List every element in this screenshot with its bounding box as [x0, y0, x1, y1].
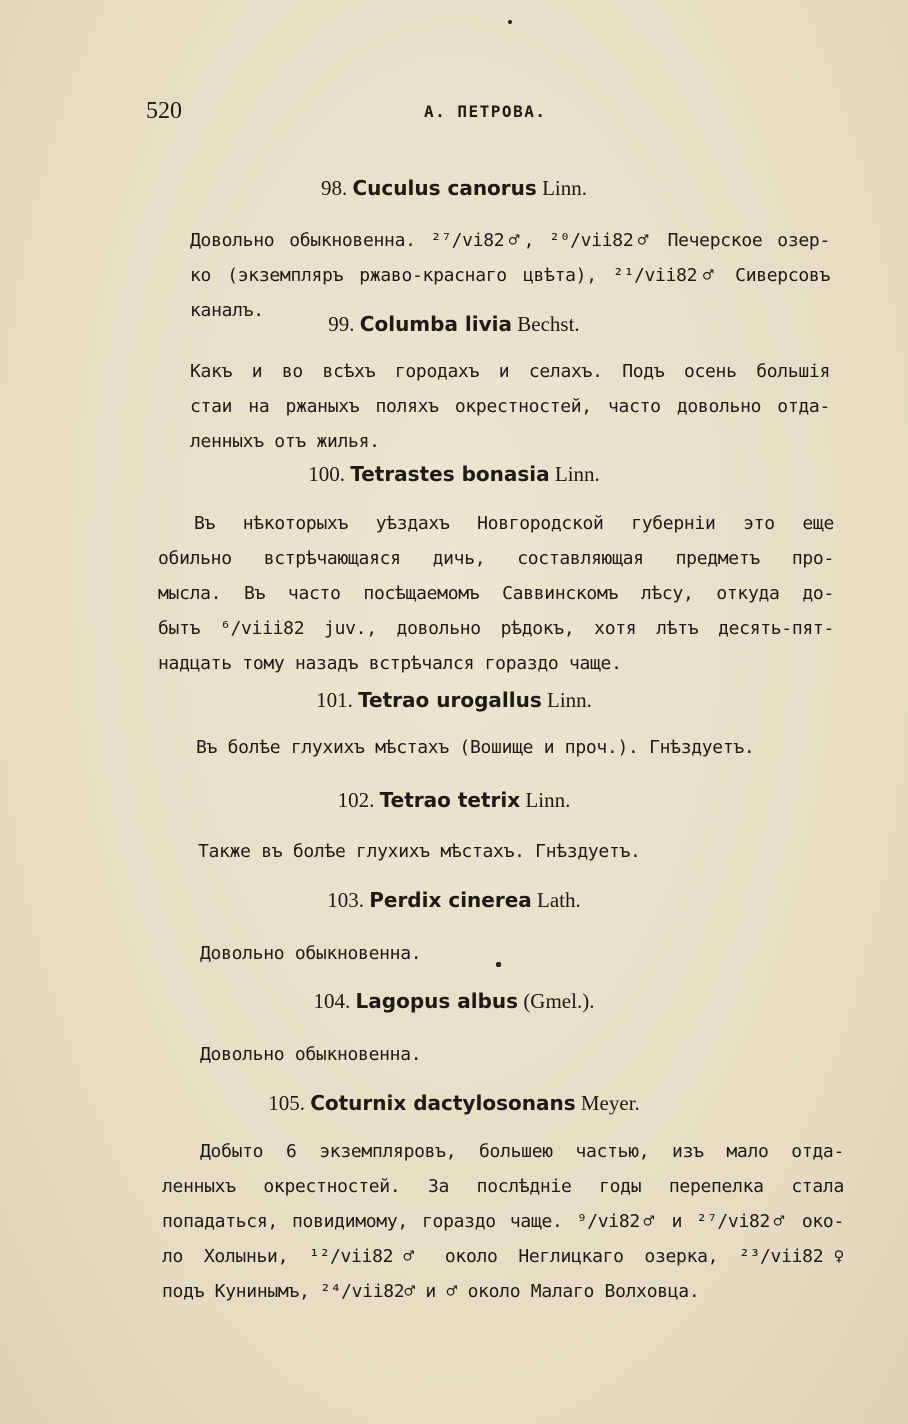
species-text: Довольно обыкновенна.: [200, 1044, 422, 1065]
species-heading: 100. Tetrastes bonasia Linn.: [308, 462, 600, 486]
species-heading: 103. Perdix cinerea Lath.: [327, 888, 581, 912]
species-heading: 105. Coturnix dactylosonans Meyer.: [268, 1091, 640, 1115]
print-speck: [496, 962, 501, 967]
page-number: 520: [146, 98, 182, 124]
running-head: [146, 98, 716, 128]
species-text: Какъ и во всѣхъ городахъ и селахъ. Подъ осень большія стаи на ржаныхъ поляхъ окрестностей, часто довольно отда- ленныхъ отъ жилья.: [190, 361, 830, 452]
species-heading: 98. Cuculus canorus Linn.: [321, 176, 587, 200]
species-text: Въ нѣкоторыхъ уѣздахъ Новгородской губерніи это еще обильно встрѣчающаяся дичь, составляющая предметъ про- мысла. Въ часто посѣщаемомъ Саввинскомъ лѣсу, откуда до- бытъ ⁶/viii82 juv., довольно рѣдокъ, хотя лѣтъ десять-пят- надцать тому назадъ встрѣчался гораздо чаще.: [158, 513, 834, 674]
species-text: Довольно обыкновенна.: [200, 943, 422, 964]
species-heading: 99. Columba livia Bechst.: [328, 312, 580, 336]
species-text: Добыто 6 экземпляровъ, большею частью, изъ мало отда- ленныхъ окрестностей. За послѣдніе годы перепелка стала попадаться, повидимому, гораздо чаще. ⁹/vi82♂ и ²⁷/vi82♂ око- ло Холыньи, ¹²/vii82♂ около Неглицкаго озерка, ²³/vii82♀ подъ Кунинымъ, ²⁴/vii82♂ и ♂ около Малаго Волховца.: [162, 1141, 844, 1302]
species-heading: 101. Tetrao urogallus Linn.: [316, 688, 592, 712]
print-speck: [508, 20, 512, 24]
species-heading: 104. Lagopus albus (Gmel.).: [313, 989, 595, 1013]
species-text: Также въ болѣе глухихъ мѣстахъ. Гнѣздуетъ.: [198, 841, 641, 862]
running-title: А. ПЕТРОВА.: [424, 102, 547, 121]
species-text: Довольно обыкновенна. ²⁷/vi82♂, ²⁰/vii82♂ Печерское озер- ко (экземпляръ ржаво-краснаго цвѣта), ²¹/vii82♂ Сиверсовъ каналъ.: [190, 230, 830, 321]
species-text: Въ болѣе глухихъ мѣстахъ (Вошище и проч.). Гнѣздуетъ.: [196, 737, 755, 758]
species-heading: 102. Tetrao tetrix Linn.: [337, 788, 571, 812]
